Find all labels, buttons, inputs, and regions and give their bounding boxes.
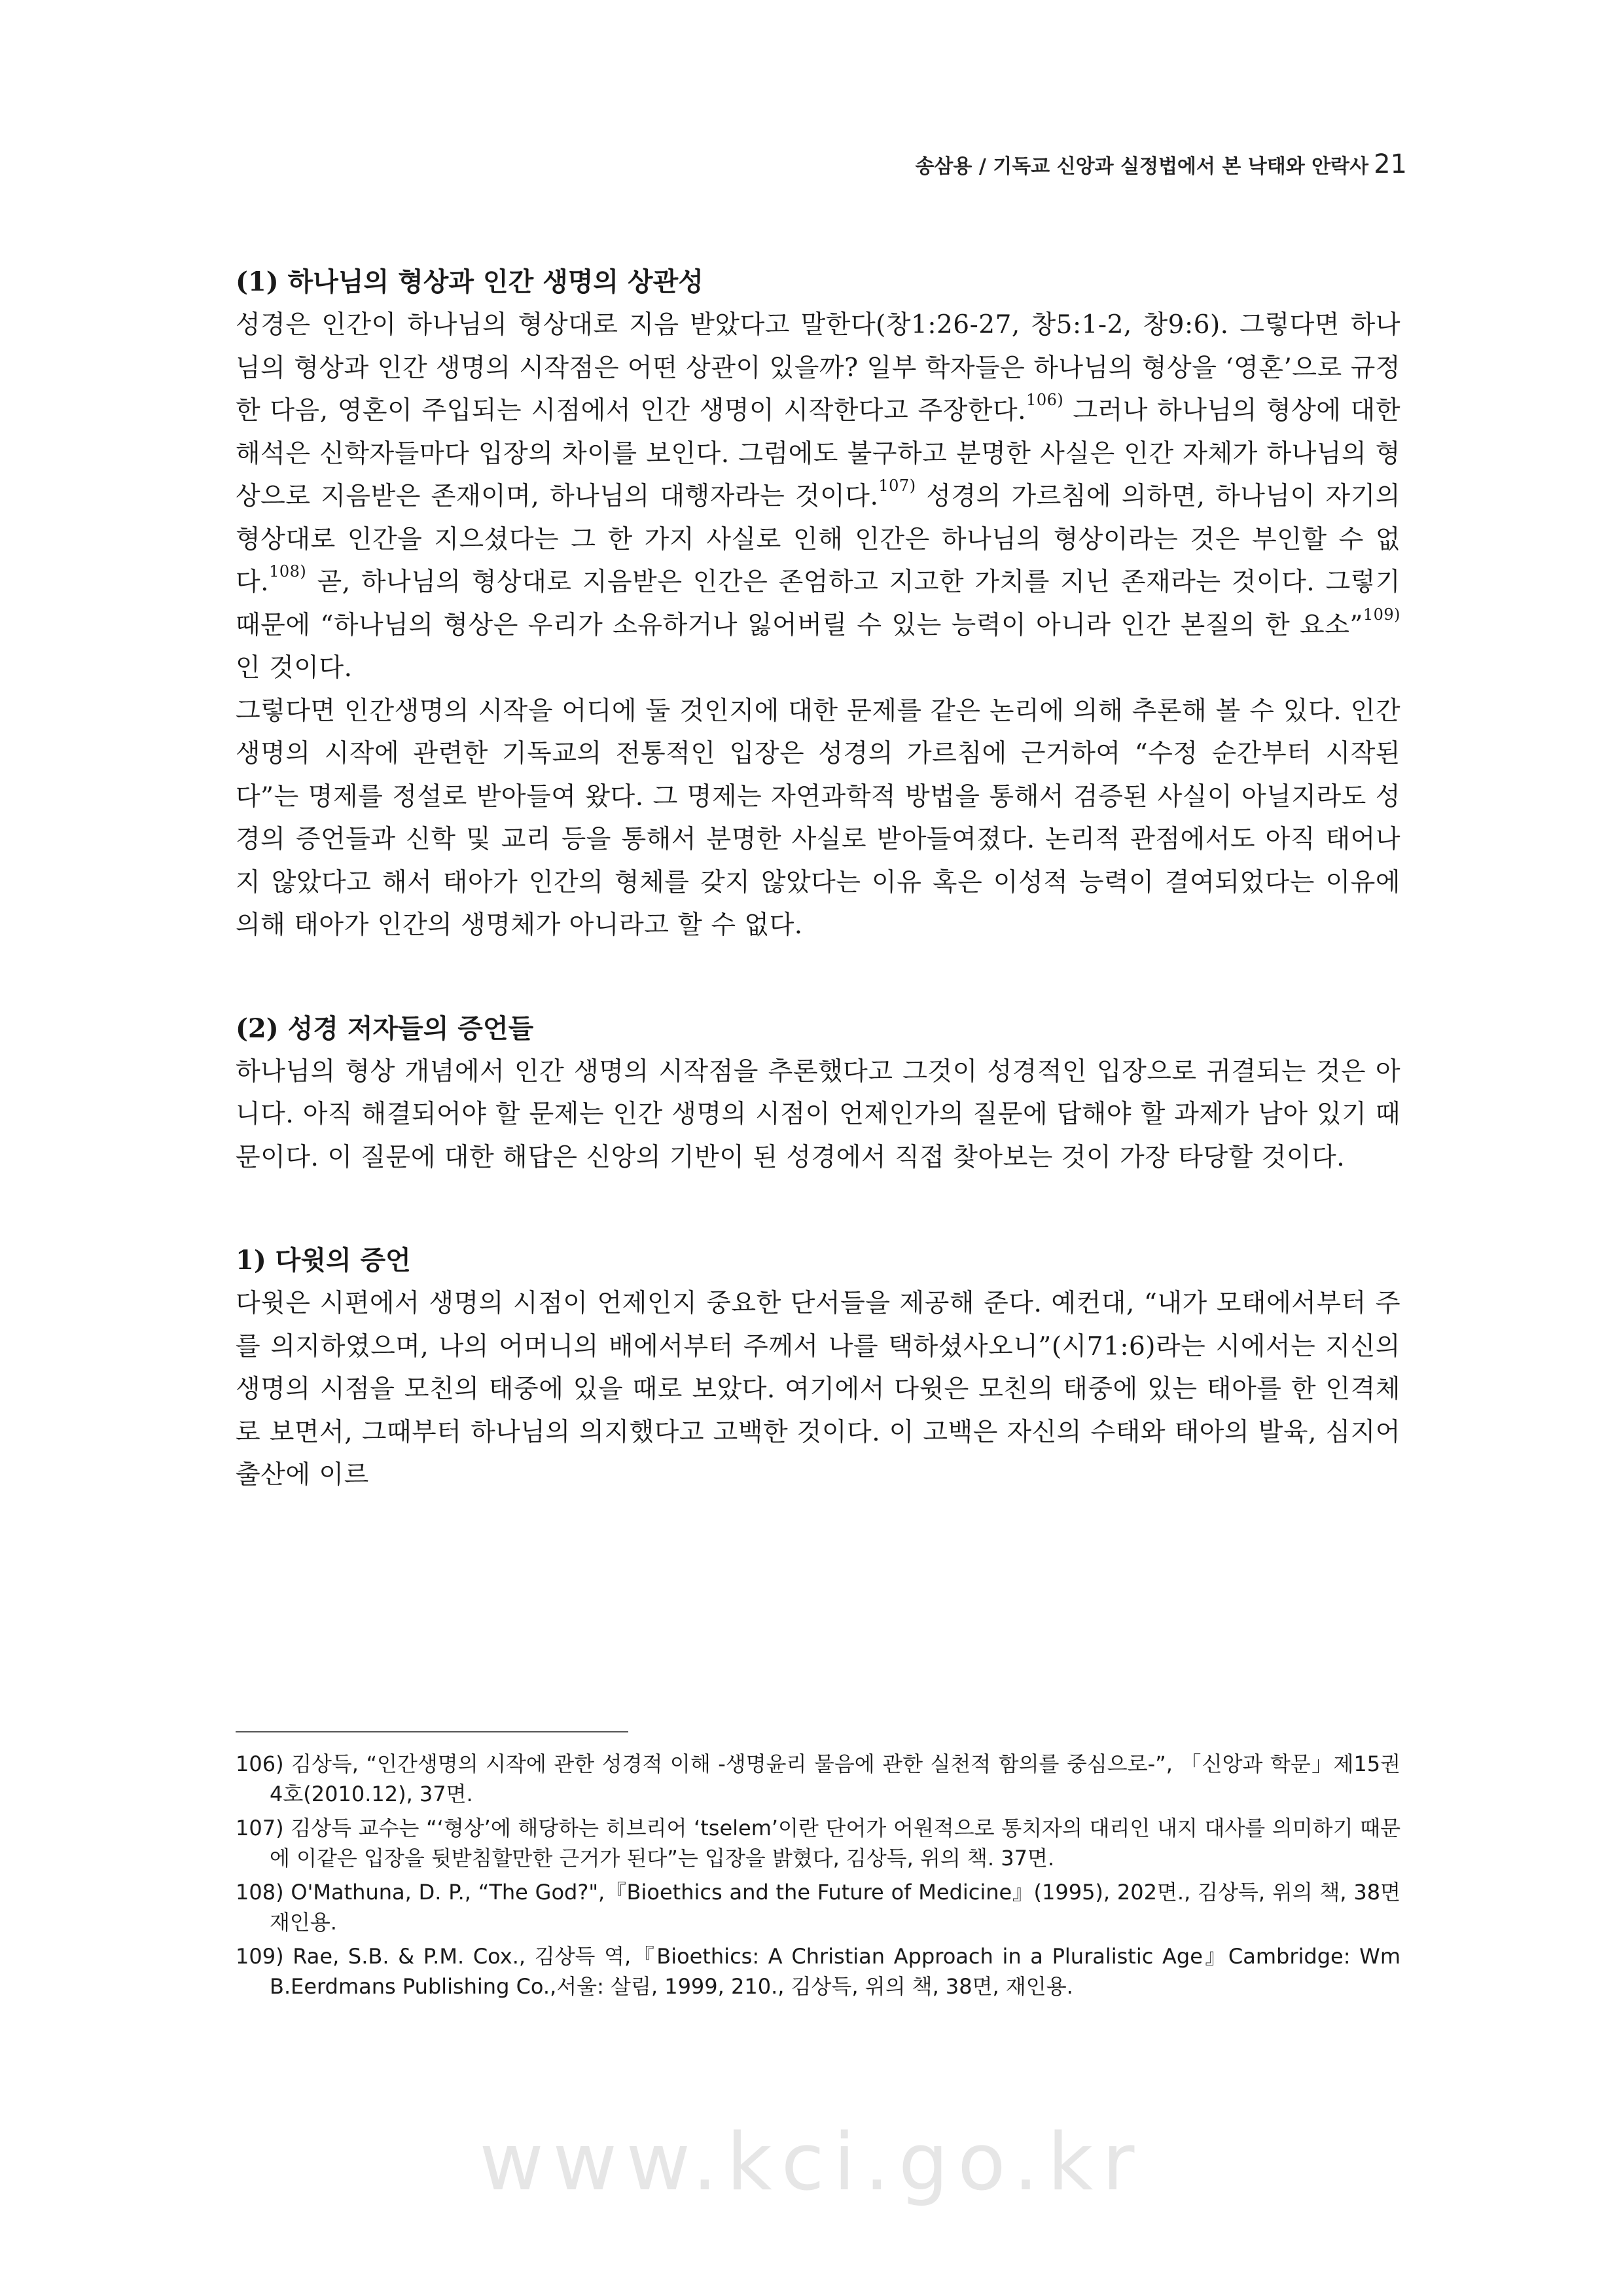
paragraph-text: 다윗은 시편에서 생명의 시점이 언제인지 중요한 단서들을 제공해 준다. 예컨대, “내가 모태에서부터 주를 의지하였으며, 나의 어머니의 배에서부터 주께서 나를 택하셨사오니”(시71:6)라는 시에서는 지신의 생명의 시점을 모친의 태중에 있을 때로 보았다. 여기에서 다윗은 모친의 태중에 있는 태아를 한 인격체로 보면서, 그때부터 하나님의 의지했다고 고백한 것이다. 이 고백은 자신의 수태와 태아의 발육, 심지어 출산에 이르 (236, 1289, 1400, 1490)
footnote-text: O'Mathuna, D. P., “The God?",『Bioethics and the Future of Medicine』(1995), 202면., 김상득, 위의 책, 38면 재인용. (270, 1880, 1401, 1935)
page-number: 21 (1374, 149, 1407, 179)
paragraph-text: 그렇다면 인간생명의 시작을 어디에 둘 것인지에 대한 문제를 같은 논리에 의해 추론해 볼 수 있다. 인간생명의 시작에 관련한 기독교의 전통적인 입장은 성경의 가르침에 근거하여 “수정 순간부터 시작된다”는 명제를 정설로 받아들여 왔다. 그 명제는 자연과학적 방법을 통해서 검증된 사실이 아닐지라도 성경의 증언들과 신학 및 교리 등을 통해서 분명한 사실로 받아들여졌다. 논리적 관점에서도 아직 태어나지 않았다고 해서 태아가 인간의 형체를 갖지 않았다는 이유 혹은 이성적 능력이 결여되었다는 이유에 의해 태아가 인간의 생명체가 아니라고 할 수 없다. (236, 696, 1400, 940)
footnote-text: 김상득, “인간생명의 시작에 관한 성경적 이해 -생명윤리 물음에 관한 실천적 함의를 중심으로-”, 「신앙과 학문」제15권 4호(2010.12), 37면. (270, 1751, 1400, 1806)
paragraph-text: 곧, 하나님의 형상대로 지음받은 인간은 존엄하고 지고한 가치를 지닌 존재라는 것이다. 그렇기 때문에 “하나님의 형상은 우리가 소유하거나 잃어버릴 수 있는 능력이 아니라 인간 본질의 한 요소” (236, 567, 1400, 640)
footnote (236, 1877, 1400, 1937)
running-header (915, 149, 1407, 179)
section-heading-3: 1) 다윗의 증언 (236, 1245, 411, 1276)
footnote-ref: 106) (1026, 391, 1064, 409)
footnote-text: 김상득 교수는 “‘형상’에 해당하는 히브리어 ‘tselem’이란 단어가 어원적으로 통치자의 대리인 내지 대사를 의미하기 때문에 이같은 입장을 뒷받침할만한 근거가 된다”는 입장을 밝혔다, 김상득, 위의 책. 37면. (270, 1816, 1401, 1871)
body-paragraph (236, 1050, 1400, 1179)
footnote-number: 106) (236, 1751, 284, 1776)
paragraph-text: 성경의 가르침에 의하면, 하나님이 자기의 형상대로 인간을 지으셨다는 그 한 가지 사실로 인해 인간은 하나님의 형상이라는 것은 부인할 수 없다. (236, 482, 1400, 597)
watermark: www.kci.go.kr (479, 2117, 1144, 2208)
section-heading-2: (2) 성경 저자들의 증언들 (236, 1013, 534, 1044)
footnote-ref: 107) (878, 476, 916, 495)
paragraph-text: 그러나 하나님의 형상에 대한 해석은 신학자들마다 입장의 차이를 보인다. 그럼에도 불구하고 분명한 사실은 인간 자체가 하나님의 형상으로 지음받은 존재이며, 하나님의 대행자라는 것이다. (236, 396, 1400, 511)
paragraph-text: 인 것이다. (236, 653, 353, 683)
footnote (236, 1813, 1400, 1873)
footnote-number: 107) (236, 1816, 284, 1840)
footnotes (236, 1749, 1400, 2005)
section-heading-1: (1) 하나님의 형상과 인간 생명의 상관성 (236, 266, 704, 297)
footnote-ref: 109) (1363, 605, 1400, 624)
footnote-number: 108) (236, 1880, 284, 1905)
running-title: 송삼용 / 기독교 신앙과 실정법에서 본 낙태와 안락사 (915, 155, 1369, 178)
body-paragraph (236, 690, 1400, 947)
footnote (236, 1749, 1400, 1809)
article-body (236, 260, 1400, 1497)
footnote-number: 109) (236, 1944, 284, 1969)
paragraph-text: 하나님의 형상 개념에서 인간 생명의 시작점을 추론했다고 그것이 성경적인 입장으로 귀결되는 것은 아니다. 아직 해결되어야 할 문제는 인간 생명의 시점이 언제인가의 질문에 답해야 할 과제가 남아 있기 때문이다. 이 질문에 대한 해답은 신앙의 기반이 된 성경에서 직접 찾아보는 것이 가장 타당할 것이다. (236, 1056, 1400, 1172)
footnote-ref: 108) (269, 562, 307, 581)
body-paragraph (236, 1282, 1400, 1497)
footnote (236, 1941, 1400, 2001)
footnote-divider (236, 1731, 628, 1732)
footnote-text: Rae, S.B. & P.M. Cox., 김상득 역,『Bioethics: A Christian Approach in a Pluralistic Age』Cambridge: Wm B.Eerdmans Publishing Co.,서울: 살림, 1999, 210., 김상득, 위의 책, 38면, 재인용. (270, 1944, 1400, 1999)
paragraph-text: 성경은 인간이 하나님의 형상대로 지음 받았다고 말한다(창1:26-27, 창5:1-2, 창9:6). 그렇다면 하나님의 형상과 인간 생명의 시작점은 어떤 상관이 있을까? 일부 학자들은 하나님의 형상을 ‘영혼’으로 규정한 다음, 영혼이 주입되는 시점에서 인간 생명이 시작한다고 주장한다. (236, 310, 1400, 425)
body-paragraph (236, 304, 1400, 690)
